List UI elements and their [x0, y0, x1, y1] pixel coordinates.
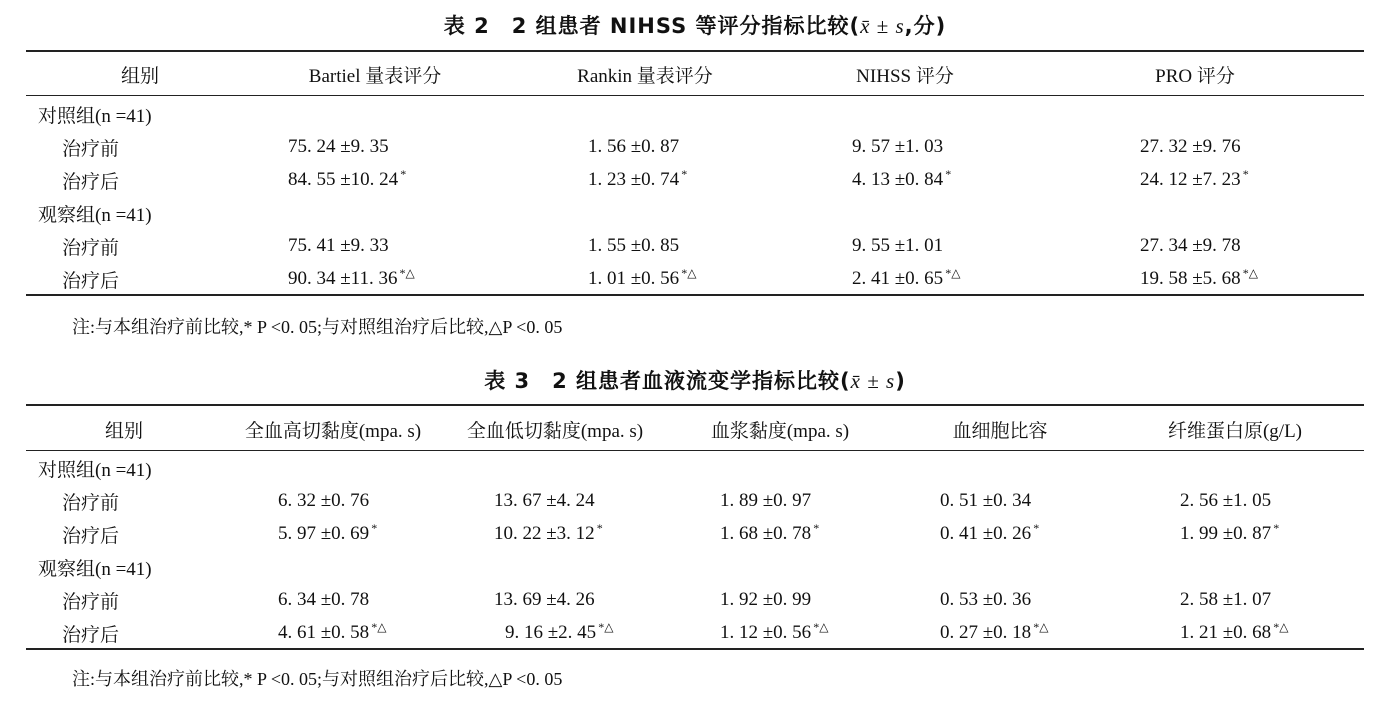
table2-group-control: 对照组(n =41) — [38, 106, 152, 127]
table2-cell: 24. 12 ±7. 23 * — [1140, 167, 1249, 190]
table3-title: 表 3 2 组患者血液流变学指标比较( — [484, 369, 851, 393]
table2-cell: 2. 41 ±0. 65 *△ — [852, 266, 961, 289]
table3-cell: 2. 58 ±1. 07 — [1180, 589, 1272, 610]
table3-top-rule — [26, 404, 1364, 406]
table3-header-rule — [26, 450, 1364, 451]
table2-group-observation: 观察组(n =41) — [38, 205, 152, 226]
table2-cell: 9. 55 ±1. 01 — [852, 235, 944, 256]
table2-cell: 19. 58 ±5. 68 *△ — [1140, 266, 1258, 289]
table3-row-label: 治疗后 — [62, 625, 120, 646]
table3-cell: 5. 97 ±0. 69 * — [278, 521, 378, 544]
table2-title: 表 2 2 组患者 NIHSS 等评分指标比较( — [443, 14, 861, 38]
table3-cell: 0. 41 ±0. 26 * — [940, 521, 1040, 544]
table2-cell: 9. 57 ±1. 03 — [852, 136, 944, 157]
table3-title-stat: x̄ ± s — [850, 369, 896, 393]
table3-row-label: 治疗后 — [62, 526, 120, 547]
table3-cell: 0. 53 ±0. 36 — [940, 589, 1032, 610]
table2-cell: 75. 24 ±9. 35 — [288, 136, 389, 157]
table2-cell: 90. 34 ±11. 36 *△ — [288, 266, 415, 289]
table2-header-bartiel: Bartiel 量表评分 — [308, 66, 442, 87]
table3-cell: 1. 21 ±0. 68 *△ — [1180, 620, 1289, 643]
table3-header-fibrinogen: 纤维蛋白原(g/L) — [1167, 421, 1303, 442]
table3-footnote: 注:与本组治疗前比较,* P <0. 05;与对照组治疗后比较,△P <0. 05 — [72, 669, 563, 689]
table2-row-label: 治疗后 — [62, 271, 120, 292]
table2-header-rule — [26, 95, 1364, 96]
table3-cell: 6. 34 ±0. 78 — [278, 589, 370, 610]
table3-group-control: 对照组(n =41) — [38, 460, 152, 481]
table2-row-label: 治疗后 — [62, 172, 120, 193]
table3-cell: 0. 51 ±0. 34 — [940, 490, 1032, 511]
table3-cell: 2. 56 ±1. 05 — [1180, 490, 1272, 511]
table2-cell: 4. 13 ±0. 84 * — [852, 167, 952, 190]
table3-cell: 9. 16 ±2. 45 *△ — [505, 620, 614, 643]
table2-cell: 27. 32 ±9. 76 — [1140, 136, 1241, 157]
table2-title-tail: ,分) — [904, 14, 947, 38]
table2-title-stat: x̄ ± s — [860, 14, 905, 38]
table2-cell: 1. 01 ±0. 56 *△ — [588, 266, 697, 289]
table3-bottom-rule — [26, 648, 1364, 650]
table2-row-label: 治疗前 — [62, 139, 120, 160]
table2-cell: 75. 41 ±9. 33 — [288, 235, 389, 256]
table2-top-rule — [26, 50, 1364, 52]
table3-cell: 6. 32 ±0. 76 — [278, 490, 370, 511]
table3-row-label: 治疗前 — [62, 493, 120, 514]
table3-row-label: 治疗前 — [62, 592, 120, 613]
table3-cell: 13. 69 ±4. 26 — [494, 589, 595, 610]
table3-cell: 0. 27 ±0. 18 *△ — [940, 620, 1049, 643]
table2-row-label: 治疗前 — [62, 238, 120, 259]
table2-header-nihss: NIHSS 评分 — [856, 66, 954, 87]
table3-cell: 1. 92 ±0. 99 — [720, 589, 812, 610]
table3-header-whole-blood-high-shear: 全血高切黏度(mpa. s) — [244, 421, 422, 442]
table3-cell: 1. 89 ±0. 97 — [720, 490, 812, 511]
table2-header-rankin: Rankin 量表评分 — [577, 66, 713, 87]
table2-cell: 84. 55 ±10. 24 * — [288, 167, 407, 190]
table3-cell: 13. 67 ±4. 24 — [494, 490, 595, 511]
table2-cell: 1. 23 ±0. 74 * — [588, 167, 688, 190]
table2-cell: 1. 55 ±0. 85 — [588, 235, 680, 256]
table2-header-pro: PRO 评分 — [1155, 66, 1235, 87]
table2-cell: 1. 56 ±0. 87 — [588, 136, 680, 157]
table3-caption — [0, 365, 1390, 395]
table3-header-plasma-viscosity: 血浆黏度(mpa. s) — [710, 421, 850, 442]
table3-title-tail: ) — [895, 369, 906, 393]
table3-header-whole-blood-low-shear: 全血低切黏度(mpa. s) — [466, 421, 644, 442]
table2-footnote: 注:与本组治疗前比较,* P <0. 05;与对照组治疗后比较,△P <0. 05 — [72, 317, 563, 337]
table3-group-observation: 观察组(n =41) — [38, 559, 152, 580]
table2-bottom-rule — [26, 294, 1364, 296]
table3-cell: 1. 99 ±0. 87 * — [1180, 521, 1280, 544]
table3-cell: 4. 61 ±0. 58 *△ — [278, 620, 387, 643]
table3-cell: 1. 68 ±0. 78 * — [720, 521, 820, 544]
table3-header-group: 组别 — [104, 421, 143, 442]
table2-caption — [0, 10, 1390, 40]
table3-header-hematocrit: 血细胞比容 — [952, 421, 1048, 442]
table2-header-group: 组别 — [120, 66, 159, 87]
table3-cell: 1. 12 ±0. 56 *△ — [720, 620, 829, 643]
table3-cell: 10. 22 ±3. 12 * — [494, 521, 603, 544]
table2-cell: 27. 34 ±9. 78 — [1140, 235, 1241, 256]
